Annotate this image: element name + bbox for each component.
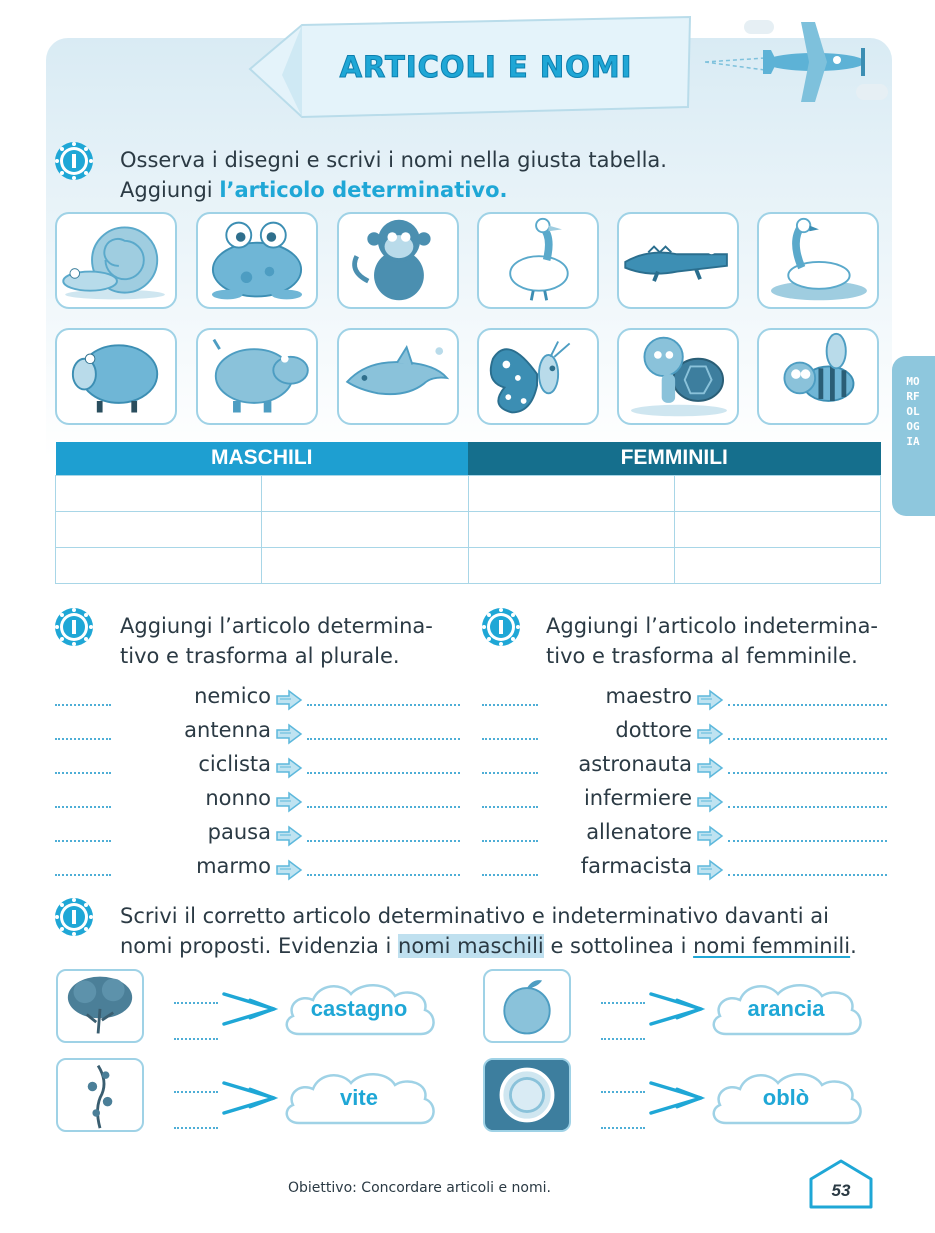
exercise-badge-icon bbox=[54, 141, 94, 181]
instruction-1-bold: l’articolo determinativo. bbox=[219, 178, 508, 202]
arrow-right-icon bbox=[275, 825, 303, 847]
table-cell[interactable] bbox=[674, 475, 880, 511]
word-label: ciclista bbox=[198, 752, 271, 776]
article-blank[interactable] bbox=[601, 1028, 645, 1040]
answer-blank[interactable] bbox=[307, 686, 460, 706]
swan-icon bbox=[757, 212, 879, 309]
double-arrow-icon bbox=[220, 988, 280, 1030]
word-row bbox=[55, 718, 460, 752]
instruction-4-line-2: nomi proposti. Evidenzia i nomi maschili e sottolinea i nomi femminili. bbox=[120, 934, 857, 958]
table-cell[interactable] bbox=[262, 511, 468, 547]
word-row bbox=[482, 786, 887, 820]
bee-icon bbox=[757, 328, 879, 425]
word-label: farmacista bbox=[580, 854, 692, 878]
underline-nomi-femminili: nomi femminili bbox=[693, 934, 851, 958]
arrow-right-icon bbox=[275, 723, 303, 745]
word-label: allenatore bbox=[586, 820, 692, 844]
article-blank[interactable] bbox=[55, 720, 111, 740]
instruction-3-line-1: Aggiungi l’articolo indetermina- bbox=[546, 614, 879, 638]
table-cell[interactable] bbox=[56, 547, 262, 583]
word-row bbox=[482, 820, 887, 854]
instruction-2-line-1: Aggiungi l’articolo determina- bbox=[120, 614, 433, 638]
page-title: ARTICOLI E NOMI bbox=[339, 50, 633, 84]
dolphin-icon bbox=[337, 328, 459, 425]
instruction-1-line-1: Osserva i disegni e scrivi i nomi nella giusta tabella. bbox=[120, 148, 667, 172]
cloud-word: oblò bbox=[762, 1085, 810, 1110]
goose-icon bbox=[477, 212, 599, 309]
word-label: dottore bbox=[615, 718, 692, 742]
exercise-badge-icon bbox=[54, 607, 94, 647]
word-row bbox=[55, 854, 460, 888]
answer-blank[interactable] bbox=[307, 856, 460, 876]
answer-blank[interactable] bbox=[307, 788, 460, 808]
table-cell[interactable] bbox=[56, 475, 262, 511]
answer-blank[interactable] bbox=[307, 822, 460, 842]
article-blank[interactable] bbox=[482, 788, 538, 808]
arrow-right-icon bbox=[275, 859, 303, 881]
word-row bbox=[55, 684, 460, 718]
word-row bbox=[482, 718, 887, 752]
double-arrow-icon bbox=[647, 988, 707, 1030]
vine-icon bbox=[56, 1058, 144, 1132]
orange-icon bbox=[483, 969, 571, 1043]
answer-blank[interactable] bbox=[728, 856, 887, 876]
table-cell[interactable] bbox=[262, 547, 468, 583]
arrow-right-icon bbox=[275, 791, 303, 813]
arrow-right-icon bbox=[696, 791, 724, 813]
article-blank[interactable] bbox=[482, 686, 538, 706]
word-label: marmo bbox=[196, 854, 271, 878]
answer-blank[interactable] bbox=[728, 686, 887, 706]
article-blank[interactable] bbox=[55, 686, 111, 706]
answer-blank[interactable] bbox=[307, 754, 460, 774]
monkey-icon bbox=[337, 212, 459, 309]
word-label: infermiere bbox=[583, 786, 692, 810]
double-arrow-icon bbox=[220, 1077, 280, 1119]
article-blank[interactable] bbox=[55, 788, 111, 808]
word-row bbox=[55, 752, 460, 786]
answer-blank[interactable] bbox=[728, 754, 887, 774]
header-femminili: FEMMINILI bbox=[468, 442, 881, 475]
table-cell[interactable] bbox=[56, 511, 262, 547]
word-row bbox=[55, 820, 460, 854]
word-row bbox=[55, 786, 460, 820]
hippo-icon bbox=[196, 328, 318, 425]
table-cell[interactable] bbox=[262, 475, 468, 511]
article-blank[interactable] bbox=[482, 754, 538, 774]
crocodile-icon bbox=[617, 212, 739, 309]
turtle-icon bbox=[617, 328, 739, 425]
double-arrow-icon bbox=[647, 1077, 707, 1119]
instruction-2-line-2: tivo e trasforma al plurale. bbox=[120, 644, 400, 668]
word-label: nonno bbox=[205, 786, 271, 810]
airplane-icon bbox=[705, 18, 875, 104]
arrow-right-icon bbox=[275, 689, 303, 711]
article-blank[interactable] bbox=[55, 822, 111, 842]
article-blank[interactable] bbox=[174, 1028, 218, 1040]
frog-icon bbox=[196, 212, 318, 309]
answer-blank[interactable] bbox=[728, 822, 887, 842]
word-label: pausa bbox=[207, 820, 271, 844]
word-row bbox=[482, 684, 887, 718]
word-label: nemico bbox=[194, 684, 271, 708]
gender-table bbox=[55, 442, 881, 584]
word-row bbox=[482, 854, 887, 888]
highlight-nomi-maschili: nomi maschili bbox=[398, 934, 544, 958]
side-tab-morfologia bbox=[892, 356, 935, 516]
side-tab-label: MORFOLOGIA bbox=[906, 375, 920, 448]
instruction-2 bbox=[120, 611, 465, 671]
header-maschili: MASCHILI bbox=[56, 442, 469, 475]
exercise-badge-icon bbox=[481, 607, 521, 647]
arrow-right-icon bbox=[696, 723, 724, 745]
arrow-right-icon bbox=[696, 825, 724, 847]
snail-icon bbox=[55, 212, 177, 309]
arrow-right-icon bbox=[275, 757, 303, 779]
instruction-4 bbox=[120, 901, 900, 961]
article-blank[interactable] bbox=[55, 754, 111, 774]
article-blank[interactable] bbox=[174, 1081, 218, 1093]
arrow-right-icon bbox=[696, 757, 724, 779]
answer-blank[interactable] bbox=[728, 788, 887, 808]
table-cell[interactable] bbox=[468, 475, 674, 511]
table-cell[interactable] bbox=[468, 511, 674, 547]
cloud-word: arancia bbox=[747, 996, 825, 1021]
word-label: maestro bbox=[605, 684, 692, 708]
article-blank[interactable] bbox=[482, 822, 538, 842]
tree-icon bbox=[56, 969, 144, 1043]
instruction-1-line-2: Aggiungi l’articolo determinativo. bbox=[120, 178, 508, 202]
page-number: 53 bbox=[831, 1181, 851, 1200]
table-cell[interactable] bbox=[674, 511, 880, 547]
answer-blank[interactable] bbox=[728, 720, 887, 740]
article-blank[interactable] bbox=[174, 1117, 218, 1129]
article-blank[interactable] bbox=[482, 856, 538, 876]
pig-icon bbox=[55, 328, 177, 425]
instruction-3 bbox=[546, 611, 891, 671]
cloud-word: vite bbox=[340, 1085, 378, 1110]
answer-blank[interactable] bbox=[307, 720, 460, 740]
porthole-icon bbox=[483, 1058, 571, 1132]
article-blank[interactable] bbox=[174, 992, 218, 1004]
article-blank[interactable] bbox=[482, 720, 538, 740]
instruction-3-line-2: tivo e trasforma al femminile. bbox=[546, 644, 858, 668]
butterfly-icon bbox=[477, 328, 599, 425]
arrow-right-icon bbox=[696, 689, 724, 711]
article-blank[interactable] bbox=[601, 1081, 645, 1093]
instruction-4-line-1: Scrivi il corretto articolo determinativo e indeterminativo davanti ai bbox=[120, 904, 829, 928]
instruction-1 bbox=[120, 145, 880, 205]
exercise-badge-icon bbox=[54, 897, 94, 937]
cloud-word: castagno bbox=[310, 996, 408, 1021]
table-cell[interactable] bbox=[468, 547, 674, 583]
article-blank[interactable] bbox=[601, 1117, 645, 1129]
word-label: astronauta bbox=[578, 752, 692, 776]
footer-objective: Obiettivo: Concordare articoli e nomi. bbox=[288, 1180, 551, 1196]
table-cell[interactable] bbox=[674, 547, 880, 583]
word-row bbox=[482, 752, 887, 786]
word-label: antenna bbox=[184, 718, 271, 742]
arrow-right-icon bbox=[696, 859, 724, 881]
article-blank[interactable] bbox=[55, 856, 111, 876]
article-blank[interactable] bbox=[601, 992, 645, 1004]
